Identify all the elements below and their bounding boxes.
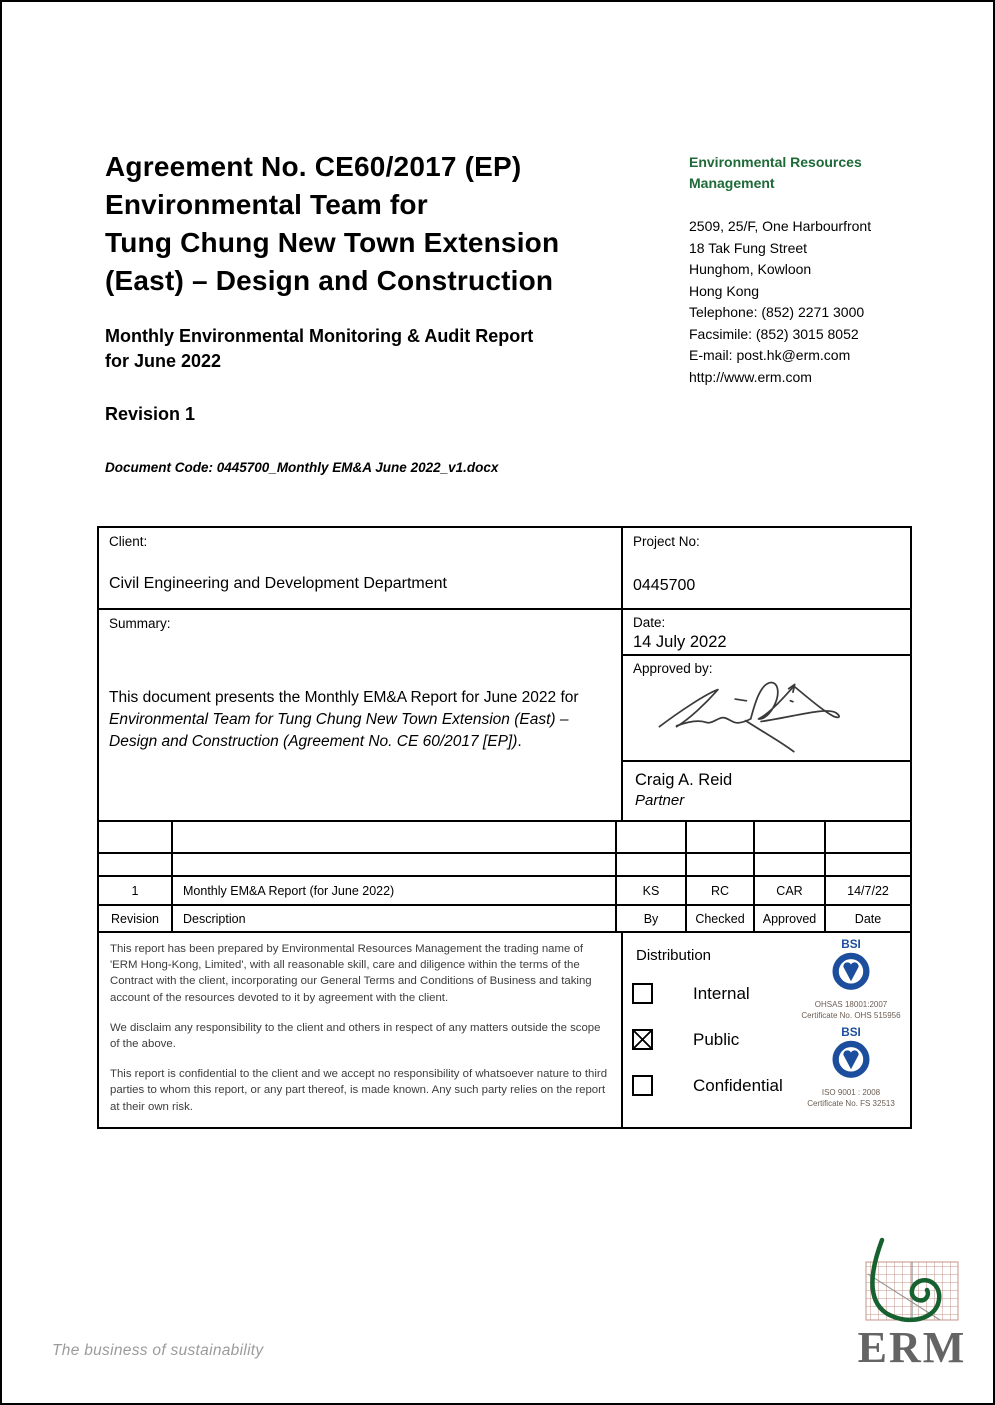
report-title (105, 148, 665, 300)
project-no-cell (621, 528, 910, 608)
bsi-logo-icon (806, 1025, 896, 1081)
summary-label: Summary: (109, 616, 171, 631)
revision-header-approved: Approved (753, 906, 824, 931)
date-cell (623, 610, 910, 654)
revision-header-by: By (615, 906, 685, 931)
svg-text:BSI: BSI (841, 937, 861, 951)
revision-approved: CAR (753, 877, 824, 904)
internal-label: Internal (693, 983, 750, 1003)
company-address-line: Hunghom, Kowloon (689, 261, 812, 277)
title-line: Environmental Team for (105, 189, 428, 220)
distribution-option-confidential (632, 1075, 783, 1096)
disclaimer-cell (99, 933, 621, 1127)
title-line: Tung Chung New Town Extension (105, 227, 560, 258)
report-subtitle (105, 324, 645, 374)
summary-text: This document presents the Monthly EM&A Report for June 2022 for Environmental Team for Tung Chung New Town Extension (East) – Design and Construction (Agreement No. CE 60/2017 [EP]). (109, 689, 579, 750)
revision-header-revision: Revision (111, 911, 159, 926)
company-address-line: Hong Kong (689, 282, 760, 299)
approver-title: Partner (635, 792, 685, 809)
disclaimer-paragraph: This report has been prepared by Environmental Resources Management the trading name of 'ERM Hong-Kong, Limited', with all reasonable skill, care and diligence within the terms of the Contract with the client, incorporating our General Terms and Conditions of Business and taking account of the resources devoted to it by agreement with the client. (110, 943, 592, 1004)
revision-checked: RC (685, 877, 753, 904)
company-name: Environmental Resources (689, 154, 862, 170)
revision-number: 1 (131, 883, 139, 898)
revision-header-row (99, 904, 910, 931)
client-cell (99, 528, 621, 608)
title-line: (East) – Design and Construction (105, 265, 554, 296)
distribution-option-internal (632, 983, 750, 1004)
subtitle-line: for June 2022 (105, 351, 222, 371)
erm-logo (838, 1234, 988, 1369)
revision-heading: Revision 1 (105, 404, 196, 424)
company-fax: Facsimile: (852) 3015 8052 (689, 325, 859, 342)
public-label: Public (693, 1029, 740, 1049)
revision-date: 14/7/22 (824, 877, 910, 904)
cover-info-table (97, 526, 912, 1129)
approval-cell (621, 610, 910, 820)
revision-description: Monthly EM&A Report (for June 2022) (171, 877, 615, 904)
disclaimer-paragraph: This report is confidential to the client and we accept no responsibility of whatsoever nature to third parties to whom this report, or any part thereof, is made known. Any such party relies on the report at their own risk. (110, 1068, 608, 1113)
approved-by-cell (623, 654, 910, 762)
certification-standard: OHSAS 18001:2007 (814, 1000, 888, 1009)
certification-number: Certificate No. OHS 515956 (801, 1011, 901, 1020)
date-label: Date: (633, 615, 666, 630)
company-email: E-mail: post.hk@erm.com (689, 347, 851, 363)
bsi-certification-ohsas (797, 937, 905, 1021)
certification-number: Certificate No. FS 32513 (807, 1099, 895, 1108)
revision-empty-row (99, 852, 910, 875)
subtitle-line: Monthly Environmental Monitoring & Audit Report (105, 326, 534, 346)
client-label: Client: (109, 534, 148, 549)
bsi-certification-iso (797, 1025, 905, 1109)
public-checkbox[interactable] (632, 1029, 653, 1050)
date-value: 14 July 2022 (633, 633, 727, 651)
project-no-label: Project No: (633, 534, 700, 549)
erm-logo-text: ERM (857, 1323, 967, 1369)
bsi-logo-icon (806, 937, 896, 993)
company-name: Management (689, 175, 775, 191)
disclaimer-paragraph: We disclaim any responsibility to the client and others in respect of any matters outside the scope of the above. (110, 1021, 601, 1051)
signature-image (649, 664, 899, 760)
client-value: Civil Engineering and Development Department (109, 575, 447, 592)
company-contact-block (689, 152, 949, 388)
document-code: Document Code: 0445700_Monthly EM&A June 2022_v1.docx (105, 460, 499, 475)
summary-cell (99, 610, 621, 820)
title-line: Agreement No. CE60/2017 (EP) (105, 151, 522, 182)
distribution-label: Distribution (636, 947, 712, 964)
project-no-value: 0445700 (633, 577, 696, 594)
company-address-line: 2509, 25/F, One Harbourfront (689, 218, 872, 234)
distribution-cell (621, 933, 910, 1127)
distribution-option-public (632, 1029, 739, 1050)
company-address-line: 18 Tak Fung Street (689, 239, 808, 256)
approver-cell (623, 762, 910, 820)
approved-by-label: Approved by: (633, 661, 713, 676)
confidential-label: Confidential (693, 1075, 783, 1095)
revision-empty-row (99, 820, 910, 852)
revision-header-date: Date (824, 906, 910, 931)
company-tagline: The business of sustainability (52, 1342, 264, 1359)
approver-name: Craig A. Reid (635, 771, 733, 789)
certification-standard: ISO 9001 : 2008 (821, 1088, 881, 1097)
revision-entry-row (99, 875, 910, 904)
company-phone: Telephone: (852) 2271 3000 (689, 304, 865, 320)
internal-checkbox[interactable] (632, 983, 653, 1004)
company-website: http://www.erm.com (689, 368, 812, 385)
revision-header-description: Description (171, 906, 615, 931)
revision-by: KS (615, 877, 685, 904)
revision-header-checked: Checked (685, 906, 753, 931)
svg-text:BSI: BSI (841, 1025, 861, 1039)
confidential-checkbox[interactable] (632, 1075, 653, 1096)
